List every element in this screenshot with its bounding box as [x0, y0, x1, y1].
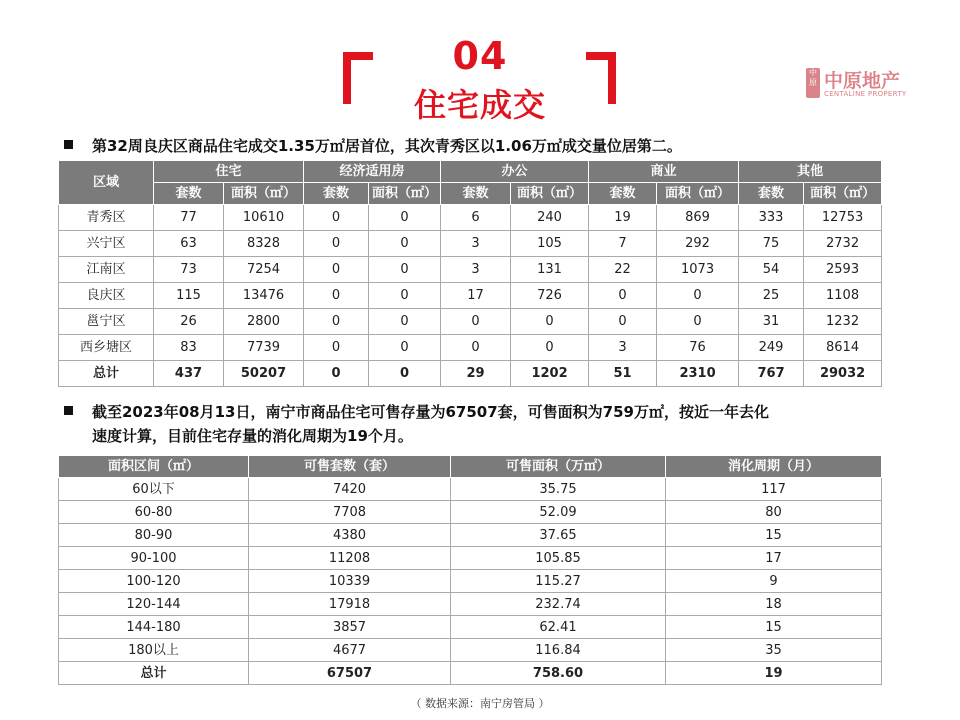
sub-header-units: 套数 [739, 183, 804, 205]
absorption-months: 117 [666, 478, 882, 501]
header-area-range: 面积区间（㎡） [59, 456, 249, 478]
available-area: 52.09 [451, 501, 666, 524]
sub-header-units: 套数 [154, 183, 224, 205]
total-cell: 437 [154, 361, 224, 387]
other-units: 54 [739, 257, 804, 283]
sub-header-area: 面积（㎡） [511, 183, 589, 205]
office-units: 6 [441, 205, 511, 231]
other-units: 25 [739, 283, 804, 309]
commercial-units: 19 [589, 205, 657, 231]
affordable-units: 0 [304, 283, 369, 309]
residential-units: 26 [154, 309, 224, 335]
residential-area: 8328 [224, 231, 304, 257]
total-cell: 67507 [249, 662, 451, 685]
sub-header-area: 面积（㎡） [224, 183, 304, 205]
table-row [59, 501, 882, 524]
other-area: 2593 [804, 257, 882, 283]
area-range: 60-80 [59, 501, 249, 524]
total-cell: 51 [589, 361, 657, 387]
total-cell: 50207 [224, 361, 304, 387]
available-units: 7708 [249, 501, 451, 524]
commercial-units: 3 [589, 335, 657, 361]
absorption-months: 15 [666, 616, 882, 639]
commercial-units: 0 [589, 283, 657, 309]
available-units: 4380 [249, 524, 451, 547]
available-area: 35.75 [451, 478, 666, 501]
office-units: 17 [441, 283, 511, 309]
area-range: 90-100 [59, 547, 249, 570]
affordable-units: 0 [304, 205, 369, 231]
commercial-area: 76 [657, 335, 739, 361]
sub-header-area: 面积（㎡） [369, 183, 441, 205]
bullet-square-icon [64, 406, 73, 415]
logo-en-text: CENTALINE PROPERTY [824, 90, 907, 98]
sub-header-units: 套数 [441, 183, 511, 205]
office-units: 0 [441, 335, 511, 361]
absorption-months: 15 [666, 524, 882, 547]
available-units: 10339 [249, 570, 451, 593]
sub-header-area: 面积（㎡） [657, 183, 739, 205]
affordable-area: 0 [369, 309, 441, 335]
header-available-area: 可售面积（万㎡） [451, 456, 666, 478]
available-units: 7420 [249, 478, 451, 501]
absorption-months: 35 [666, 639, 882, 662]
other-units: 31 [739, 309, 804, 335]
section-number: 04 [452, 34, 508, 78]
area-range: 100-120 [59, 570, 249, 593]
bracket-right-decoration [586, 52, 616, 104]
commercial-area: 869 [657, 205, 739, 231]
table1-group-header-row [59, 161, 882, 183]
bullet-summary-2-line1: 截至2023年08月13日，南宁市商品住宅可售存量为67507套，可售面积为759万㎡，按近一年去化 [92, 403, 769, 421]
table-row [59, 570, 882, 593]
residential-area: 7739 [224, 335, 304, 361]
absorption-months: 17 [666, 547, 882, 570]
inventory-table [58, 455, 882, 685]
residential-units: 73 [154, 257, 224, 283]
total-cell: 29 [441, 361, 511, 387]
office-area: 0 [511, 309, 589, 335]
available-area: 37.65 [451, 524, 666, 547]
residential-units: 63 [154, 231, 224, 257]
residential-area: 10610 [224, 205, 304, 231]
other-area: 12753 [804, 205, 882, 231]
total-cell: 767 [739, 361, 804, 387]
other-units: 333 [739, 205, 804, 231]
available-units: 17918 [249, 593, 451, 616]
area-range: 80-90 [59, 524, 249, 547]
region-name: 兴宁区 [59, 231, 154, 257]
bracket-left-decoration [343, 52, 373, 104]
area-range: 180以上 [59, 639, 249, 662]
table-row [59, 205, 882, 231]
group-header-residential: 住宅 [154, 161, 304, 183]
sub-header-units: 套数 [589, 183, 657, 205]
total-row [59, 361, 882, 387]
residential-area: 13476 [224, 283, 304, 309]
region-name: 良庆区 [59, 283, 154, 309]
table-row [59, 616, 882, 639]
other-area: 8614 [804, 335, 882, 361]
total-cell: 758.60 [451, 662, 666, 685]
group-header-commercial: 商业 [589, 161, 739, 183]
total-label: 总计 [59, 361, 154, 387]
commercial-units: 22 [589, 257, 657, 283]
region-name: 邕宁区 [59, 309, 154, 335]
commercial-area: 292 [657, 231, 739, 257]
residential-units: 115 [154, 283, 224, 309]
office-area: 726 [511, 283, 589, 309]
residential-area: 2800 [224, 309, 304, 335]
available-units: 11208 [249, 547, 451, 570]
region-header: 区域 [59, 161, 154, 205]
other-units: 75 [739, 231, 804, 257]
affordable-units: 0 [304, 257, 369, 283]
company-logo [806, 68, 916, 102]
absorption-months: 80 [666, 501, 882, 524]
available-area: 232.74 [451, 593, 666, 616]
office-area: 0 [511, 335, 589, 361]
region-name: 西乡塘区 [59, 335, 154, 361]
sub-header-area: 面积（㎡） [804, 183, 882, 205]
affordable-area: 0 [369, 205, 441, 231]
group-header-other: 其他 [739, 161, 882, 183]
office-area: 105 [511, 231, 589, 257]
total-row [59, 662, 882, 685]
available-area: 116.84 [451, 639, 666, 662]
other-units: 249 [739, 335, 804, 361]
other-area: 1232 [804, 309, 882, 335]
affordable-units: 0 [304, 231, 369, 257]
header-available-units: 可售套数（套） [249, 456, 451, 478]
table-row [59, 283, 882, 309]
available-area: 115.27 [451, 570, 666, 593]
commercial-units: 7 [589, 231, 657, 257]
table-row [59, 231, 882, 257]
bullet-square-icon [64, 140, 73, 149]
affordable-area: 0 [369, 231, 441, 257]
total-cell: 29032 [804, 361, 882, 387]
bullet-summary-1: 第32周良庆区商品住宅成交1.35万㎡居首位，其次青秀区以1.06万㎡成交量位居第二。 [92, 137, 682, 155]
table-row [59, 478, 882, 501]
area-range: 144-180 [59, 616, 249, 639]
residential-units: 77 [154, 205, 224, 231]
available-area: 105.85 [451, 547, 666, 570]
table-row [59, 547, 882, 570]
weekly-transaction-table [58, 160, 882, 387]
office-area: 240 [511, 205, 589, 231]
table-row [59, 524, 882, 547]
total-label: 总计 [59, 662, 249, 685]
office-units: 3 [441, 231, 511, 257]
group-header-affordable: 经济适用房 [304, 161, 441, 183]
total-cell: 1202 [511, 361, 589, 387]
absorption-months: 18 [666, 593, 882, 616]
logo-mark-icon: 中原 [806, 68, 820, 98]
header-absorption-period: 消化周期（月） [666, 456, 882, 478]
sub-header-units: 套数 [304, 183, 369, 205]
commercial-units: 0 [589, 309, 657, 335]
data-source-note: （ 数据来源：南宁房管局 ） [410, 697, 550, 710]
available-units: 4677 [249, 639, 451, 662]
affordable-area: 0 [369, 335, 441, 361]
total-cell: 0 [304, 361, 369, 387]
table1-sub-header-row [59, 183, 882, 205]
area-range: 120-144 [59, 593, 249, 616]
office-units: 0 [441, 309, 511, 335]
total-cell: 0 [369, 361, 441, 387]
logo-cn-text: 中原地产 [824, 70, 901, 92]
affordable-area: 0 [369, 257, 441, 283]
total-cell: 19 [666, 662, 882, 685]
residential-units: 83 [154, 335, 224, 361]
commercial-area: 0 [657, 283, 739, 309]
available-area: 62.41 [451, 616, 666, 639]
table-row [59, 257, 882, 283]
table-row [59, 639, 882, 662]
residential-area: 7254 [224, 257, 304, 283]
available-units: 3857 [249, 616, 451, 639]
table-row [59, 593, 882, 616]
region-name: 江南区 [59, 257, 154, 283]
absorption-months: 9 [666, 570, 882, 593]
table2-header-row [59, 456, 882, 478]
office-area: 131 [511, 257, 589, 283]
commercial-area: 1073 [657, 257, 739, 283]
total-cell: 2310 [657, 361, 739, 387]
area-range: 60以下 [59, 478, 249, 501]
group-header-office: 办公 [441, 161, 589, 183]
region-name: 青秀区 [59, 205, 154, 231]
other-area: 1108 [804, 283, 882, 309]
other-area: 2732 [804, 231, 882, 257]
table-row [59, 335, 882, 361]
section-title: 住宅成交 [413, 86, 546, 124]
affordable-area: 0 [369, 283, 441, 309]
bullet-summary-2-line2: 速度计算，目前住宅存量的消化周期为19个月。 [92, 427, 413, 445]
office-units: 3 [441, 257, 511, 283]
commercial-area: 0 [657, 309, 739, 335]
affordable-units: 0 [304, 309, 369, 335]
table-row [59, 309, 882, 335]
affordable-units: 0 [304, 335, 369, 361]
